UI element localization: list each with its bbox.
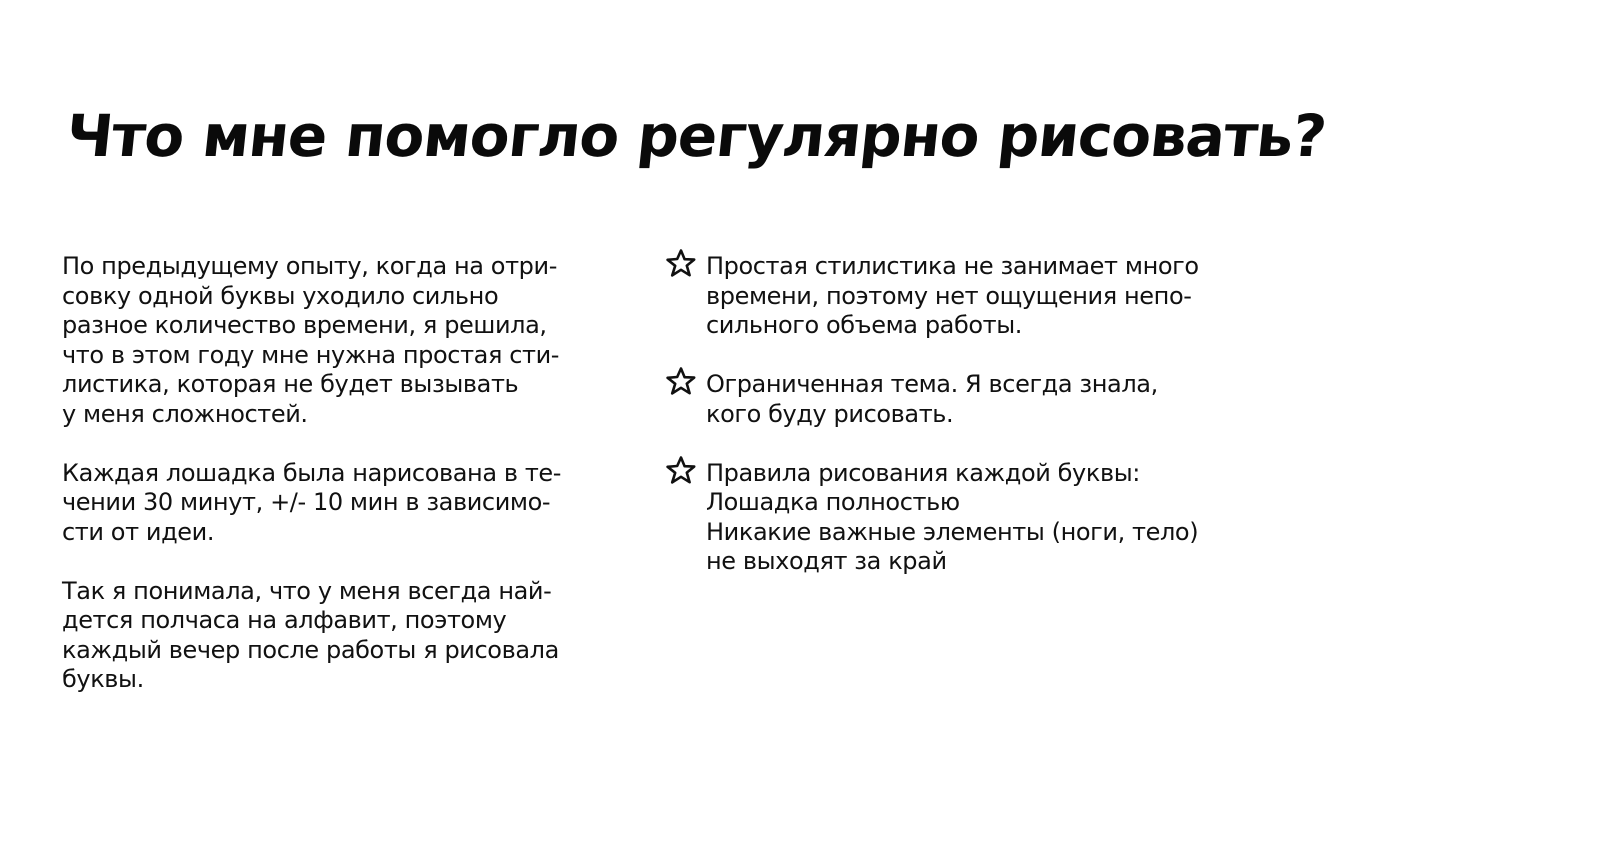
paragraph-line: буквы. [62, 665, 144, 693]
paragraph-line: дется полчаса на алфавит, поэтому [62, 606, 507, 634]
paragraph-line: листика, которая не будет вызывать [62, 370, 519, 398]
paragraph-line: чении 30 минут, +/- 10 мин в зависимо- [62, 488, 551, 516]
paragraph-line: что в этом году мне нужна простая сти- [62, 340, 560, 369]
paragraph-previous-experience [62, 252, 602, 429]
paragraph-line: Каждая лошадка была нарисована в те- [62, 458, 562, 487]
list-item [664, 459, 1264, 577]
list-item-line: кого буду рисовать. [706, 399, 954, 428]
list-item-line: Ограниченная тема. Я всегда знала, [706, 370, 1158, 398]
list-item-line: не выходят за край [706, 547, 947, 575]
list-item [664, 252, 1264, 341]
list-item-line: времени, поэтому нет ощущения непо- [706, 281, 1192, 310]
right-column [664, 252, 1264, 606]
page-title: Что мне помогло регулярно рисовать? [62, 102, 1329, 170]
paragraph-line: каждый вечер после работы я рисовала [62, 635, 559, 664]
paragraph-line: сти от идеи. [62, 517, 215, 546]
star-outline-icon [664, 247, 698, 279]
paragraph-line: Так я понимала, что у меня всегда най- [62, 576, 552, 605]
paragraph-drawing-time [62, 459, 602, 548]
star-outline-icon [664, 454, 698, 486]
paragraph-line: у меня сложностей. [62, 399, 308, 428]
list-item-line: Никакие важные элементы (ноги, тело) [706, 517, 1199, 546]
paragraph-line: разное количество времени, я решила, [62, 311, 547, 339]
list-item-line: сильного объема работы. [706, 311, 1023, 339]
left-column [62, 252, 602, 724]
list-item-line: Лошадка полностью [706, 488, 960, 516]
list-item-line: Правила рисования каждой буквы: [706, 458, 1140, 487]
paragraph-evening-routine [62, 577, 602, 695]
list-item-line: Простая стилистика не занимает много [706, 252, 1199, 280]
list-item [664, 370, 1264, 429]
star-outline-icon [664, 365, 698, 397]
paragraph-line: совку одной буквы уходило сильно [62, 281, 499, 310]
paragraph-line: По предыдущему опыту, когда на отри- [62, 252, 557, 280]
